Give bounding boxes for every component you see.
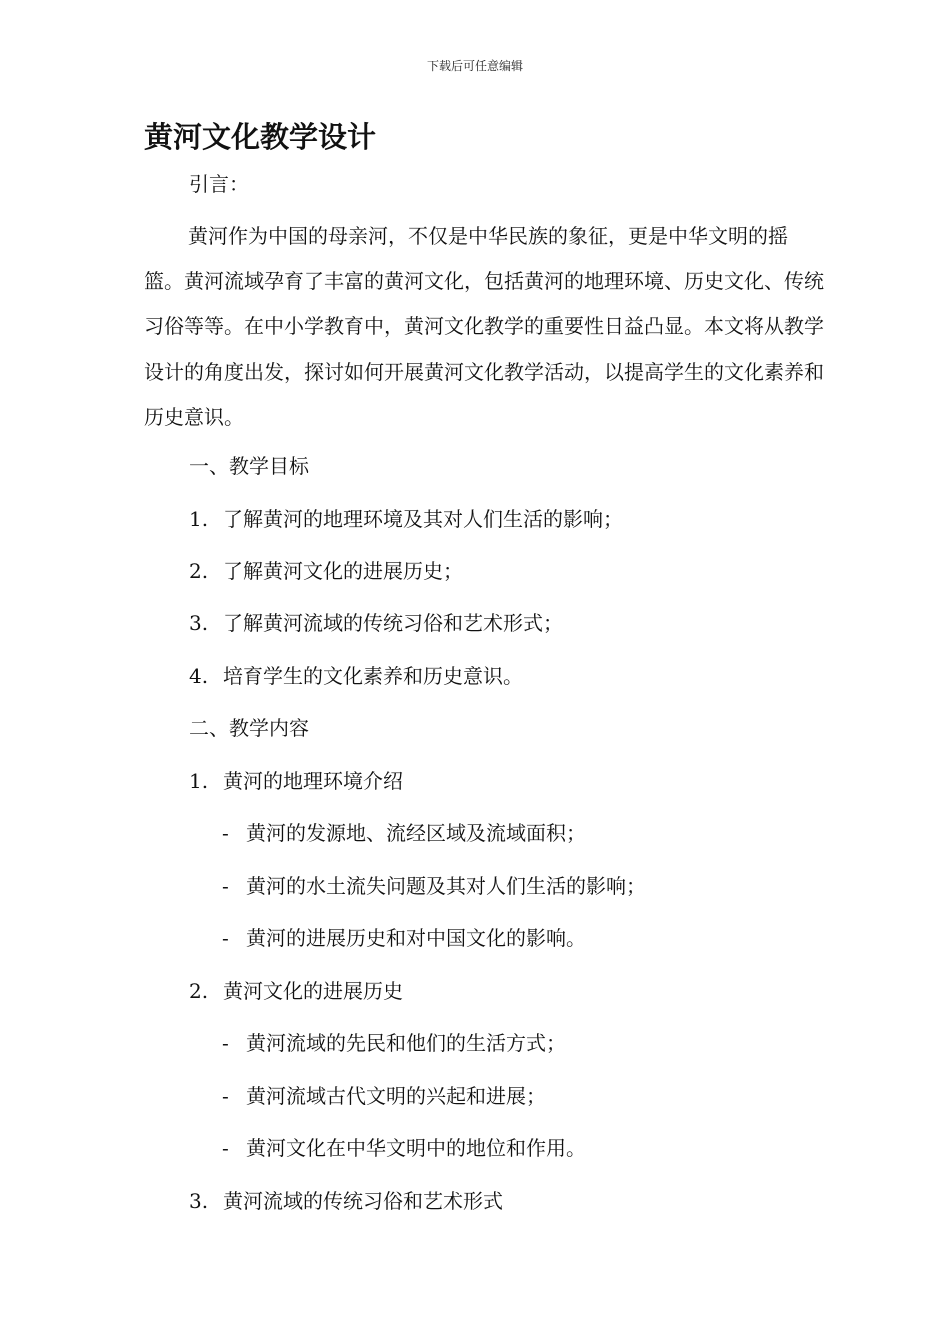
content-item	[189, 1187, 503, 1215]
goal-item	[189, 662, 523, 690]
content-subitem	[222, 1029, 566, 1057]
subitem-text: 黄河的进展历史和对中国文化的影响。	[246, 926, 586, 950]
dash-bullet: -	[222, 874, 229, 898]
goal-text: 了解黄河文化的进展历史；	[223, 559, 463, 583]
dash-bullet: -	[222, 1136, 229, 1160]
content-item	[189, 767, 403, 795]
content-subitem	[222, 819, 586, 847]
intro-paragraph: 黄河作为中国的母亲河，不仅是中华民族的象征，更是中华文明的摇篮。黄河流域孕育了丰富的黄河文化，包括黄河的地理环境、历史文化、传统习俗等等。在中小学教育中，黄河文化教学的重要性日益凸显。本文将从教学设计的角度出发，探讨如何开展黄河文化教学活动，以提高学生的文化素养和历史意识。	[144, 224, 824, 429]
content-text: 黄河流域的传统习俗和艺术形式	[223, 1189, 503, 1213]
goal-text: 了解黄河的地理环境及其对人们生活的影响；	[223, 507, 623, 531]
page-header: 下载后可任意编辑	[426, 59, 523, 73]
goal-number: 3.	[189, 611, 209, 635]
content-subitem	[222, 1082, 546, 1110]
section-heading-goals: 一、教学目标	[189, 454, 309, 478]
goal-number: 2.	[189, 559, 209, 583]
subitem-text: 黄河文化在中华文明中的地位和作用。	[246, 1136, 586, 1160]
dash-bullet: -	[222, 821, 229, 845]
content-number: 2.	[189, 979, 209, 1003]
content-item	[189, 977, 403, 1005]
goal-item	[189, 609, 563, 637]
content-subitem	[222, 1134, 586, 1162]
dash-bullet: -	[222, 1084, 229, 1108]
goal-text: 培育学生的文化素养和历史意识。	[223, 664, 523, 688]
goal-number: 1.	[189, 507, 209, 531]
document-title: 黄河文化教学设计	[144, 120, 377, 154]
content-number: 1.	[189, 769, 209, 793]
goal-number: 4.	[189, 664, 209, 688]
goal-item	[189, 557, 463, 585]
subitem-text: 黄河的水土流失问题及其对人们生活的影响；	[246, 874, 646, 898]
intro-label: 引言：	[189, 172, 249, 196]
content-text: 黄河文化的进展历史	[223, 979, 403, 1003]
subitem-text: 黄河的发源地、流经区域及流域面积；	[246, 821, 586, 845]
dash-bullet: -	[222, 1031, 229, 1055]
content-subitem	[222, 924, 586, 952]
content-subitem	[222, 872, 646, 900]
subitem-text: 黄河流域的先民和他们的生活方式；	[246, 1031, 566, 1055]
goal-text: 了解黄河流域的传统习俗和艺术形式；	[223, 611, 563, 635]
subitem-text: 黄河流域古代文明的兴起和进展；	[246, 1084, 546, 1108]
dash-bullet: -	[222, 926, 229, 950]
goal-item	[189, 505, 623, 533]
section-heading-content: 二、教学内容	[189, 716, 309, 740]
content-number: 3.	[189, 1189, 209, 1213]
content-text: 黄河的地理环境介绍	[223, 769, 403, 793]
